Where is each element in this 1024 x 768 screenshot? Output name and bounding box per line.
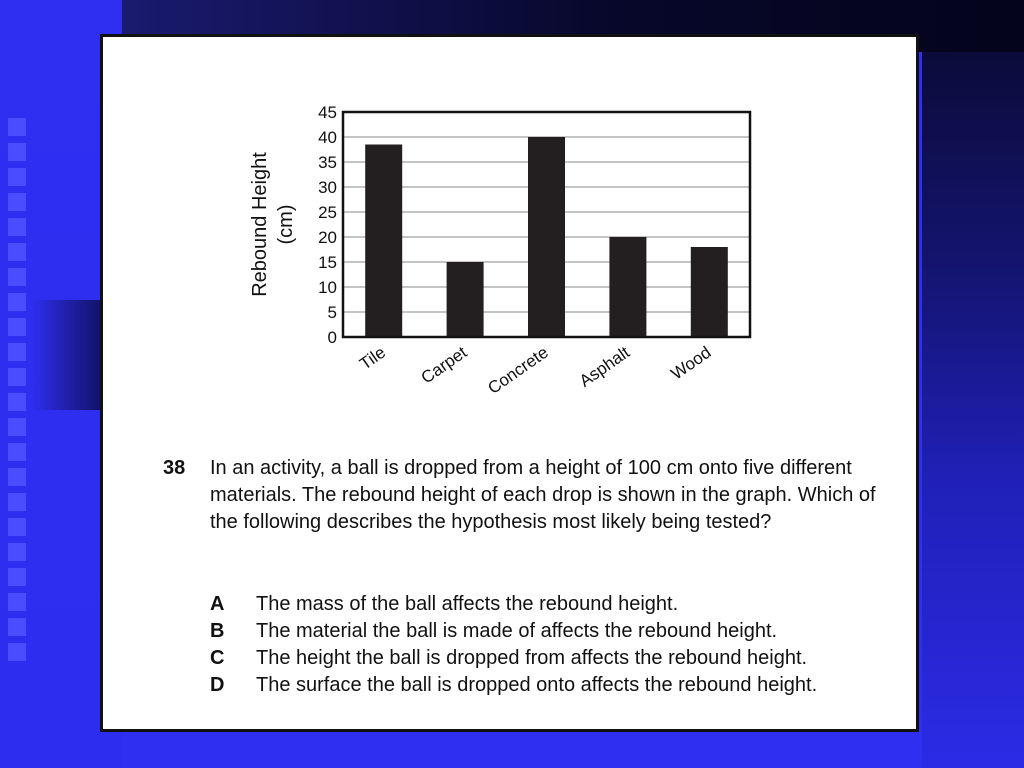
y-tick-label: 25 xyxy=(318,203,337,222)
x-tick-labels xyxy=(356,343,714,398)
answer-option-c[interactable] xyxy=(210,645,910,672)
answer-options xyxy=(210,591,910,699)
answer-option-b[interactable] xyxy=(210,618,910,645)
y-tick-label: 0 xyxy=(327,328,337,347)
option-letter: B xyxy=(210,620,225,642)
option-text: The height the ball is dropped from affects the rebound height. xyxy=(256,647,808,669)
x-tick-label: Wood xyxy=(667,342,715,384)
bar-chart xyxy=(103,37,916,437)
y-tick-label: 20 xyxy=(318,228,337,247)
y-tick-label: 5 xyxy=(327,303,337,322)
question-number: 38 xyxy=(163,457,186,479)
option-text: The material the ball is made of affects the rebound height. xyxy=(256,620,778,642)
bar-concrete xyxy=(528,137,565,337)
bar-tile xyxy=(365,145,402,338)
x-tick-label: Tile xyxy=(356,342,389,374)
option-text: The surface the ball is dropped onto affects the rebound height. xyxy=(256,674,818,696)
y-tick-labels xyxy=(318,103,337,347)
y-tick-label: 45 xyxy=(318,103,337,122)
y-axis-label-line: (cm) xyxy=(275,204,297,245)
y-tick-label: 35 xyxy=(318,153,337,172)
bar-wood xyxy=(691,247,728,337)
option-text: The mass of the ball affects the rebound height. xyxy=(256,593,679,615)
bar-asphalt xyxy=(609,237,646,337)
option-letter: D xyxy=(210,674,225,696)
y-axis-label xyxy=(249,152,297,297)
x-tick-label: Concrete xyxy=(484,342,552,398)
y-tick-label: 15 xyxy=(318,253,337,272)
y-tick-label: 10 xyxy=(318,278,337,297)
answer-option-d[interactable] xyxy=(210,672,910,699)
decorative-squares xyxy=(8,118,28,668)
answer-option-a[interactable] xyxy=(210,591,910,618)
bar-carpet xyxy=(447,262,484,337)
question-text: In an activity, a ball is dropped from a height of 100 cm onto five different materials. The rebound height of each drop is shown in the graph. Which of the following describes the hypothesis most likely being tested? xyxy=(210,457,876,533)
x-tick-label: Carpet xyxy=(417,342,471,388)
y-tick-label: 40 xyxy=(318,128,337,147)
slide-card xyxy=(100,34,919,732)
x-tick-label: Asphalt xyxy=(575,342,634,391)
y-axis-label-line: Rebound Height xyxy=(249,152,271,297)
y-tick-label: 30 xyxy=(318,178,337,197)
option-letter: C xyxy=(210,647,225,669)
option-letter: A xyxy=(210,593,225,615)
background-right-panel xyxy=(922,52,1024,768)
